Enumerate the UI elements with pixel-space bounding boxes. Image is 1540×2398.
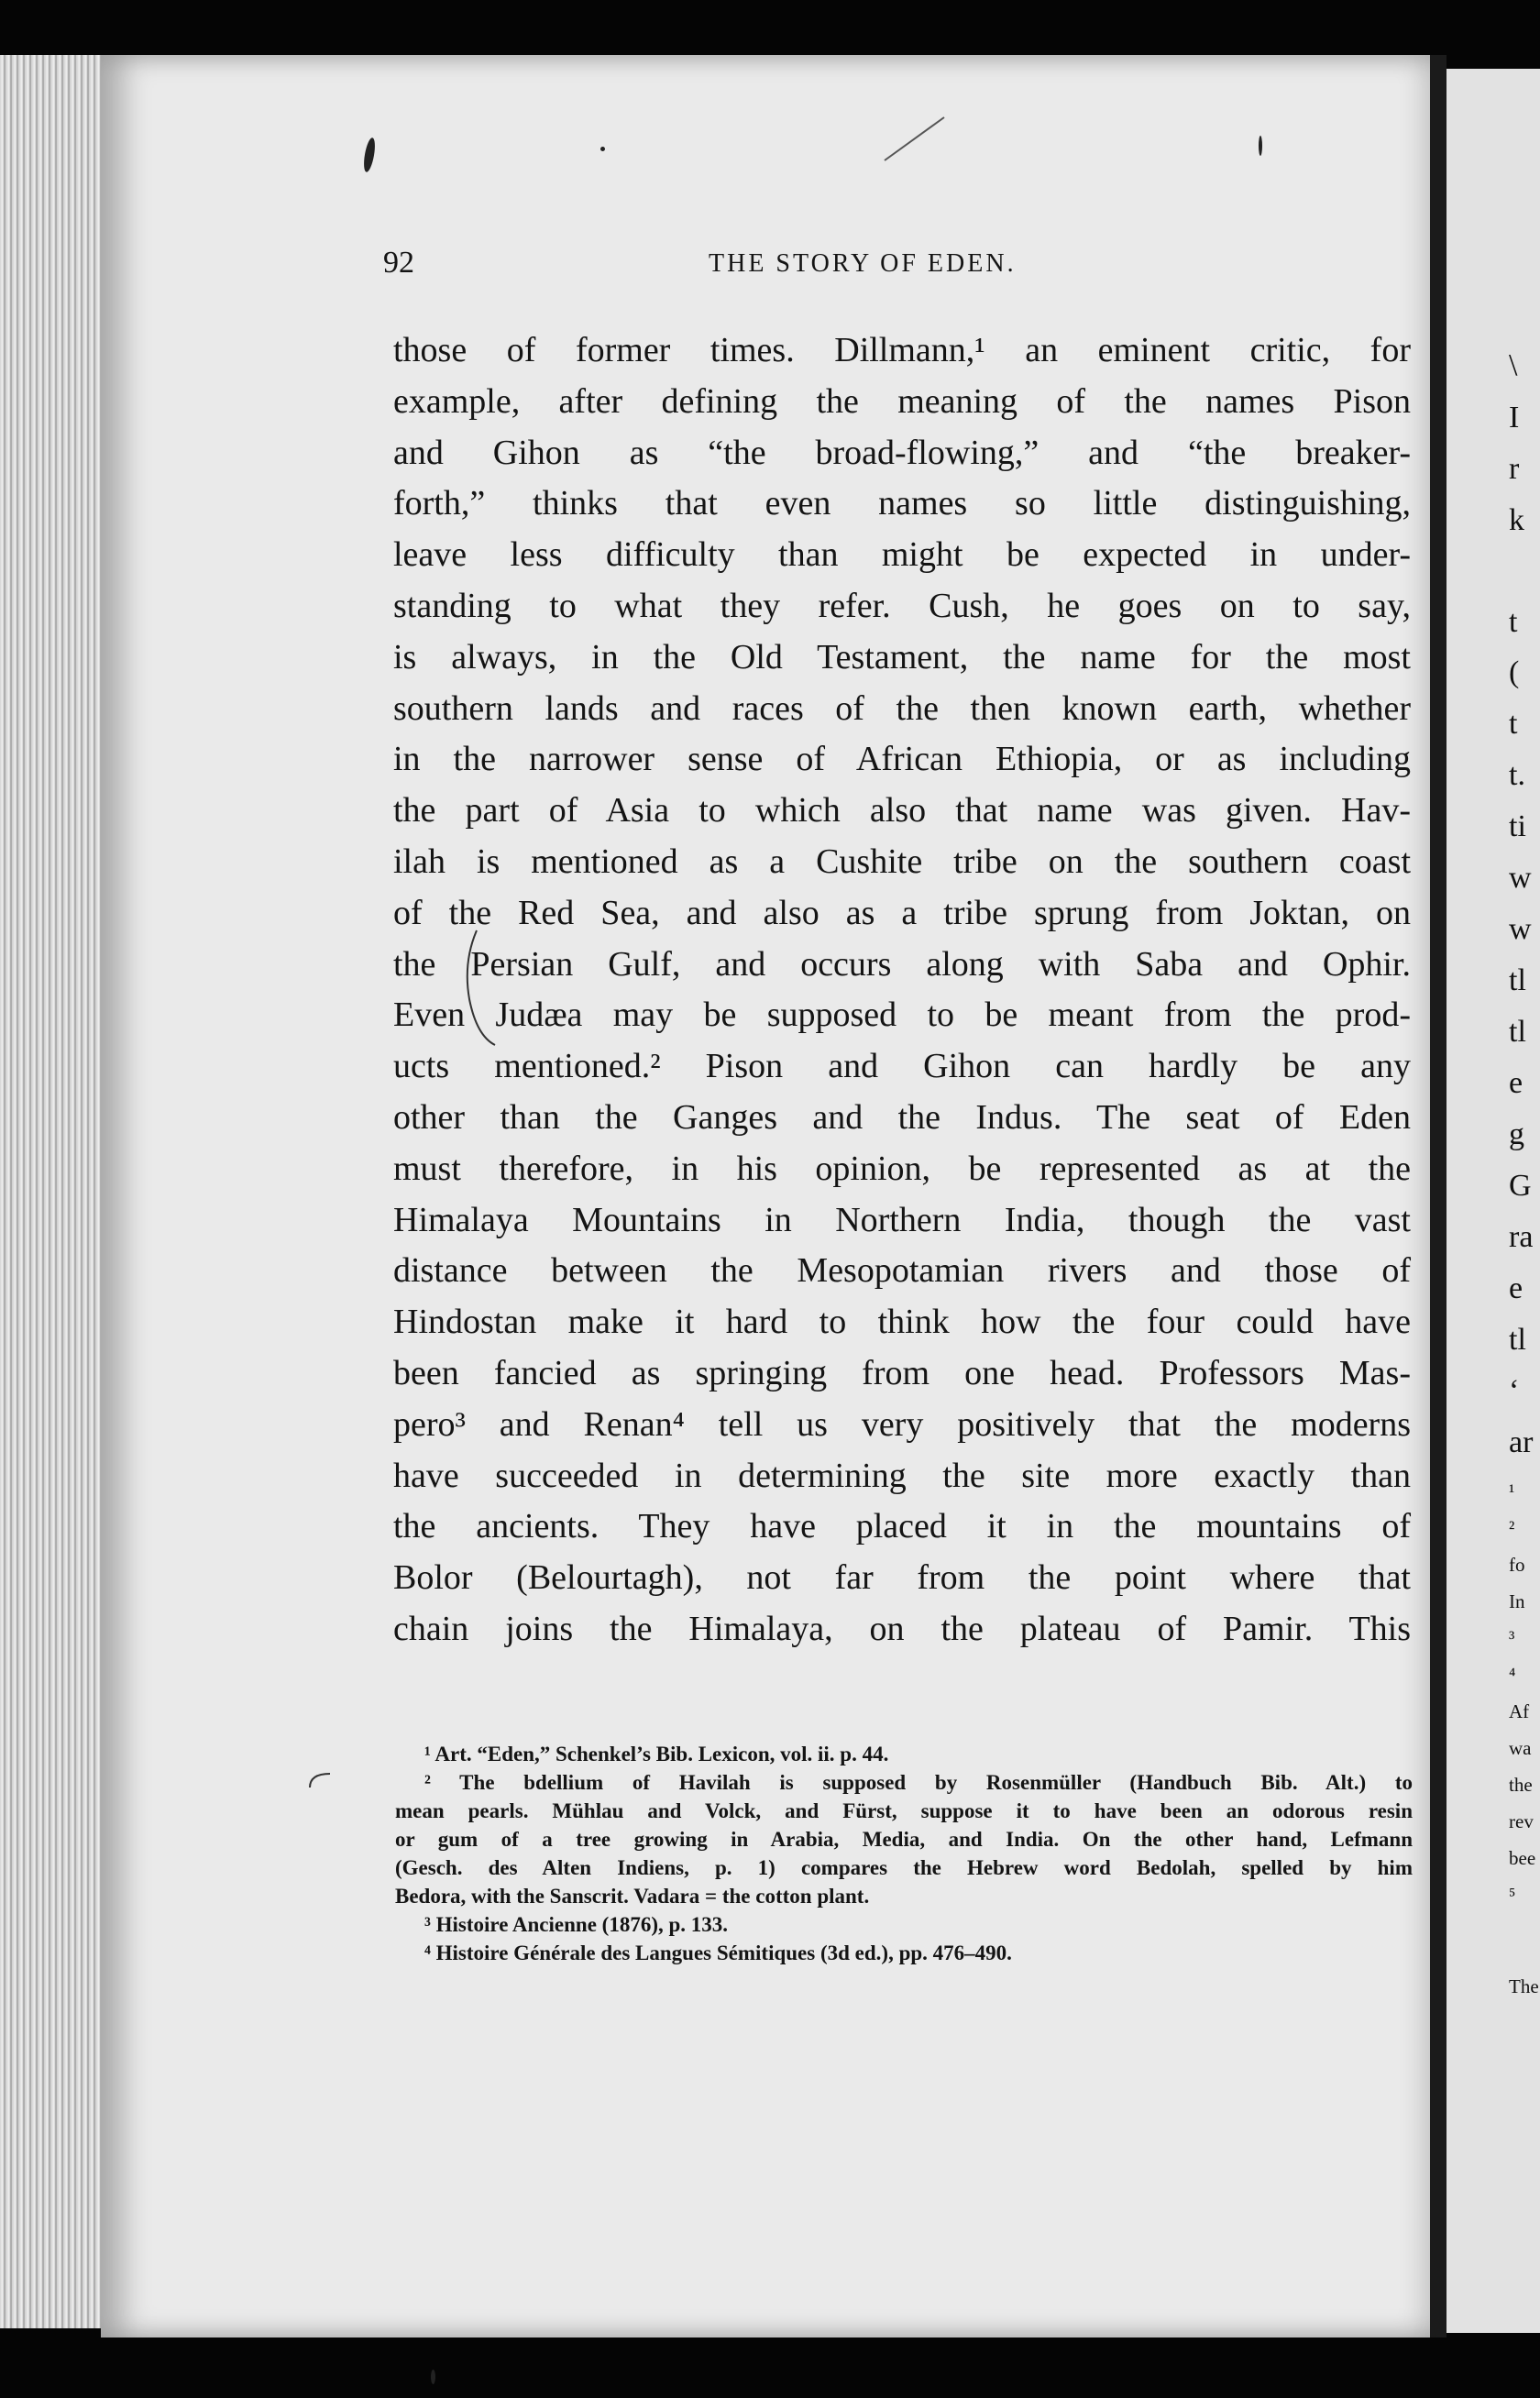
fragment: ‘ [1509,1374,1520,1408]
fragment: \ [1509,348,1518,382]
footnote: ² The bdellium of Havilah is supposed by Rosenmüller (Handbuch Bib. Alt.) to [424,1771,1413,1794]
fragment: ³ [1509,1627,1515,1649]
footnotes [395,1740,1413,1967]
fragment: tl [1509,963,1526,997]
text-line: leave less difficulty than might be expected in under- [393,535,1411,575]
fragment: t [1509,707,1518,741]
fragment: The [1509,1975,1539,1997]
footnote: Bedora, with the Sanscrit. Vadara = the cotton plant. [395,1885,870,1908]
running-head: THE STORY OF EDEN. [709,249,1017,278]
fragment: rev [1509,1810,1534,1832]
page-number: 92 [383,246,414,280]
text-line: Even Judæa may be supposed to be meant from the prod- [393,996,1411,1035]
footnote: (Gesch. des Alten Indiens, p. 1) compares the Hebrew word Bedolah, spelled by him [395,1856,1413,1879]
fragment: In [1509,1590,1525,1612]
adjacent-page-edge [1446,69,1540,2333]
fragment: g [1509,1117,1524,1151]
ink-speck [431,2370,435,2384]
fragment: G [1509,1169,1532,1203]
ink-speck [1259,136,1262,156]
text-line: the ancients. They have placed it in the mountains of [393,1507,1411,1546]
fragment: r [1509,452,1520,486]
text-line: is always, in the Old Testament, the name for the most [393,637,1411,676]
text-line: must therefore, in his opinion, be represented as at the [393,1149,1411,1188]
pencil-mark-icon [880,110,953,165]
text-line: other than the Ganges and the Indus. The seat of Eden [393,1097,1411,1137]
text-line: have succeeded in determining the site more exactly than [393,1456,1411,1495]
footnote: or gum of a tree growing in Arabia, Media, and India. On the other hand, Lefmann [395,1828,1413,1851]
fragment: e [1509,1066,1524,1100]
text-line: Bolor (Belourtagh), not far from the point where that [393,1558,1411,1598]
fragment: ra [1509,1220,1534,1254]
fragment: t. [1509,758,1525,792]
fragment: ⁴ [1509,1664,1516,1686]
text-line: pero³ and Renan⁴ tell us very positively that the moderns [393,1404,1411,1444]
text-line: ucts mentioned.² Pison and Gihon can hardly be any [393,1047,1411,1086]
fragment: ² [1509,1517,1515,1539]
ink-speck [600,147,605,151]
text-line: ilah is mentioned as a Cushite tribe on the southern coast [393,842,1411,881]
text-line: example, after defining the meaning of the names Pison [393,381,1411,421]
text-line: chain joins the Himalaya, on the plateau of Pamir. This [393,1609,1411,1648]
fragment: ⁵ [1509,1884,1516,1906]
text-line: the Persian Gulf, and occurs along with Saba and Ophir. [393,944,1411,984]
text-line: and Gihon as “the broad-flowing,” and “the breaker- [393,433,1411,472]
footnote: mean pearls. Mühlau and Volck, and Fürst, suppose it to have been an odorous resin [395,1799,1413,1822]
fragment: t [1509,605,1518,639]
body-text [393,325,1411,1656]
fragment: tl [1509,1323,1526,1357]
footnote: ⁴ Histoire Générale des Langues Sémitiques (3d ed.), pp. 476–490. [424,1942,1012,1964]
text-line: distance between the Mesopotamian rivers and those of [393,1251,1411,1291]
footnote: ³ Histoire Ancienne (1876), p. 133. [424,1913,729,1936]
text-line: southern lands and races of the then known earth, whether [393,688,1411,728]
fragment: w [1509,861,1532,895]
fragment: w [1509,912,1532,946]
page-edge-stack [0,55,115,2328]
fragment: I [1509,401,1520,434]
fragment: tl [1509,1015,1526,1049]
fragment: the [1509,1774,1533,1796]
fragment: ( [1509,655,1520,689]
fragment: ti [1509,809,1526,843]
fragment: ¹ [1509,1480,1515,1502]
text-line: the part of Asia to which also that name was given. Hav- [393,791,1411,830]
fragment: e [1509,1271,1524,1305]
text-line: those of former times. Dillmann,¹ an eminent critic, for [393,331,1411,369]
gutter-shadow [1430,55,1446,2338]
text-line: forth,” thinks that even names so little distinguishing, [393,484,1411,523]
text-line: standing to what they refer. Cush, he goes on to say, [393,586,1411,625]
text-line: Hindostan make it hard to think how the four could have [393,1303,1411,1342]
text-line: Himalaya Mountains in Northern India, though the vast [393,1200,1411,1239]
fragment: fo [1509,1554,1525,1576]
margin-bracket-icon [302,1769,339,1806]
text-line: been fancied as springing from one head. Professors Mas- [393,1353,1411,1392]
fragment: bee [1509,1847,1536,1869]
text-line: in the narrower sense of African Ethiopia, or as including [393,740,1411,779]
fragment: Af [1509,1700,1530,1722]
fragment: ar [1509,1425,1534,1459]
fragment: wa [1509,1737,1532,1759]
footnote: ¹ Art. “Eden,” Schenkel’s Bib. Lexicon, vol. ii. p. 44. [424,1743,889,1766]
page-header [383,246,1410,282]
fragment: k [1509,503,1524,537]
text-line: of the Red Sea, and also as a tribe sprung from Joktan, on [393,893,1411,932]
